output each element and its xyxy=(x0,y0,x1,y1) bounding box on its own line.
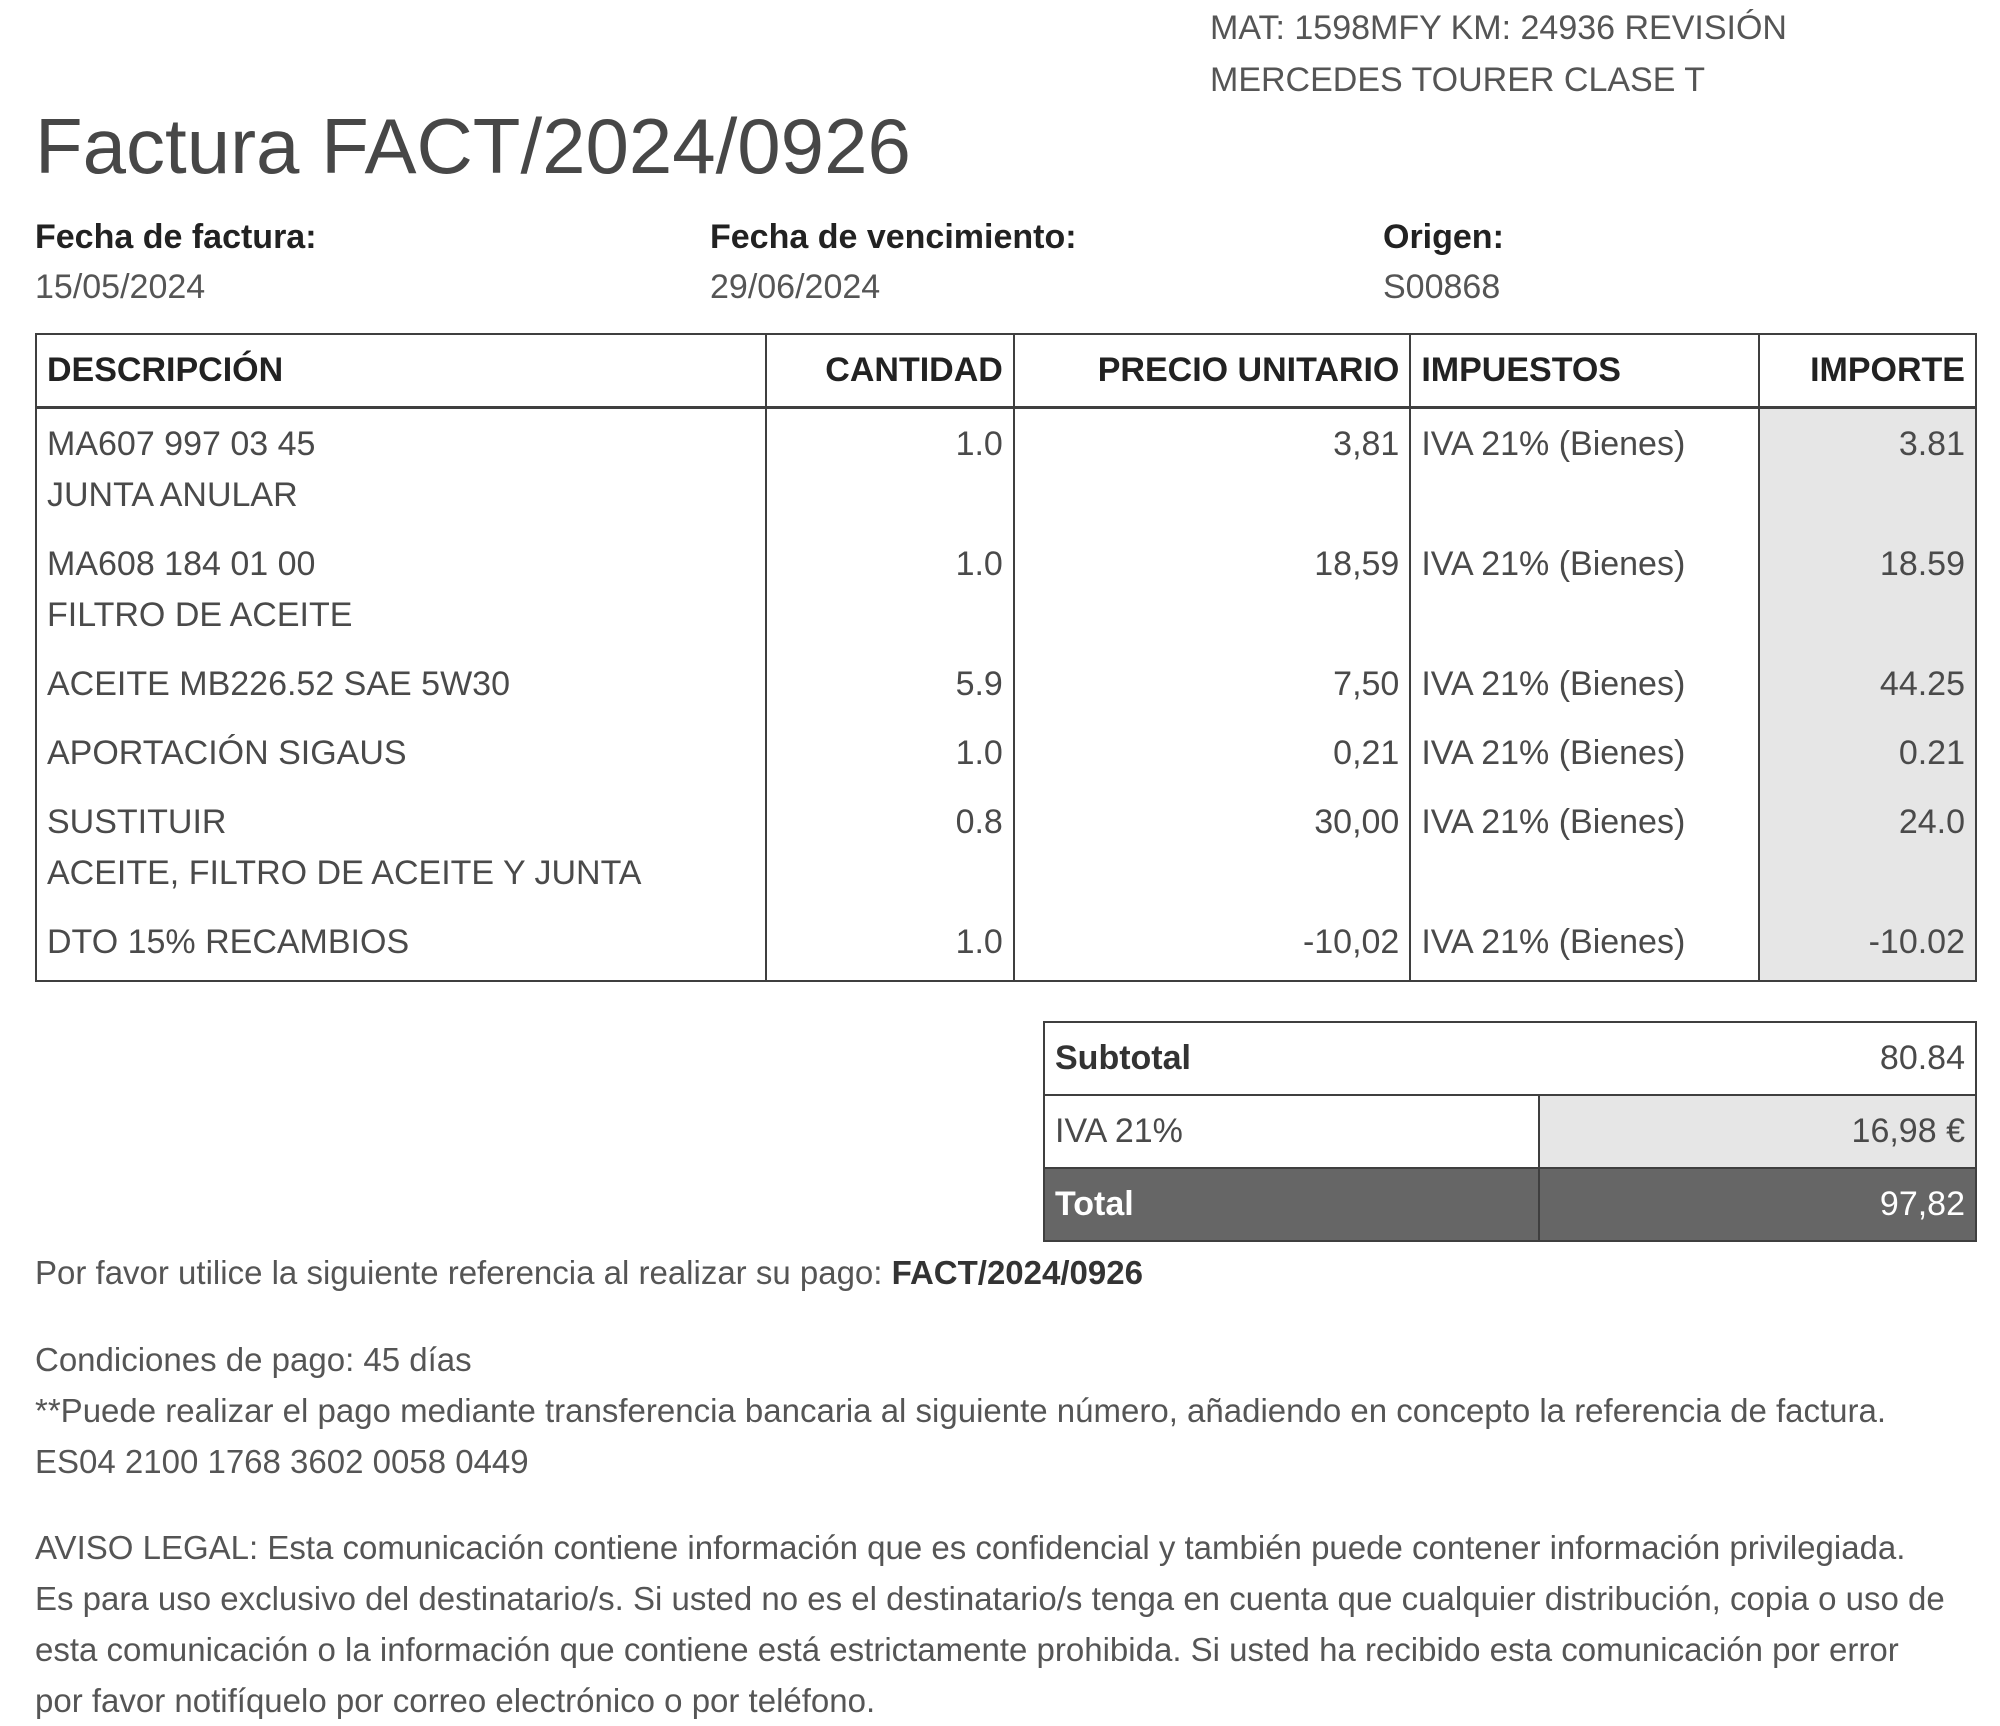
row-description-line-1: ACEITE MB226.52 SAE 5W30 xyxy=(47,665,510,703)
legal-line-2: Es para uso exclusivo del destinatario/s. Si usted no es el destinatario/s tenga en cuenta que cualquier distribución, copia o uso de xyxy=(35,1580,1945,1617)
total-row xyxy=(1044,1168,1976,1241)
header-description: DESCRIPCIÓN xyxy=(36,334,766,408)
payment-reference xyxy=(35,1247,1985,1298)
payment-reference-code: FACT/2024/0926 xyxy=(891,1254,1143,1291)
row-tax: IVA 21% (Bienes) xyxy=(1410,408,1759,522)
row-unit-price: -10,02 xyxy=(1014,899,1411,981)
header-amount: IMPORTE xyxy=(1759,334,1976,408)
due-date-label: Fecha de vencimiento: xyxy=(710,218,1077,256)
due-date-block xyxy=(710,212,1077,312)
row-quantity: 0.8 xyxy=(766,779,1014,899)
total-value: 97,82 xyxy=(1539,1168,1976,1241)
row-unit-price: 3,81 xyxy=(1014,408,1411,522)
totals-table xyxy=(1043,1021,1977,1242)
tax-value: 16,98 € xyxy=(1539,1095,1976,1168)
row-description xyxy=(36,899,766,981)
table-row xyxy=(36,779,1976,899)
row-unit-price: 0,21 xyxy=(1014,710,1411,779)
subtotal-row xyxy=(1044,1022,1976,1095)
legal-line-3: esta comunicación o la información que contiene está estrictamente prohibida. Si usted ha recibido esta comunicación por error xyxy=(35,1631,1899,1668)
payment-terms-block xyxy=(35,1334,1985,1487)
header-taxes: IMPUESTOS xyxy=(1410,334,1759,408)
row-tax: IVA 21% (Bienes) xyxy=(1410,641,1759,710)
transfer-note: **Puede realizar el pago mediante transferencia bancaria al siguiente número, añadiendo en concepto la referencia de factura. xyxy=(35,1392,1887,1429)
row-quantity: 5.9 xyxy=(766,641,1014,710)
subtotal-value: 80.84 xyxy=(1539,1022,1976,1095)
row-amount: 0.21 xyxy=(1759,710,1976,779)
row-unit-price: 18,59 xyxy=(1014,521,1411,641)
legal-line-4: por favor notifíquelo por correo electrónico o por teléfono. xyxy=(35,1682,876,1719)
row-unit-price: 30,00 xyxy=(1014,779,1411,899)
row-description-line-1: APORTACIÓN SIGAUS xyxy=(47,734,407,772)
table-row xyxy=(36,710,1976,779)
row-tax: IVA 21% (Bienes) xyxy=(1410,779,1759,899)
table-row xyxy=(36,899,1976,981)
row-description-line-1: SUSTITUIR xyxy=(47,803,227,841)
row-quantity: 1.0 xyxy=(766,899,1014,981)
iban: ES04 2100 1768 3602 0058 0449 xyxy=(35,1443,529,1480)
table-row xyxy=(36,641,1976,710)
tax-row xyxy=(1044,1095,1976,1168)
payment-reference-text: Por favor utilice la siguiente referencia al realizar su pago: xyxy=(35,1254,892,1291)
row-description-line-1: MA608 184 01 00 xyxy=(47,545,316,583)
payment-terms: Condiciones de pago: 45 días xyxy=(35,1341,472,1378)
row-amount: 18.59 xyxy=(1759,521,1976,641)
origin-block xyxy=(1383,212,1504,312)
row-quantity: 1.0 xyxy=(766,521,1014,641)
row-description xyxy=(36,641,766,710)
row-description-line-1: MA607 997 03 45 xyxy=(47,425,316,463)
row-description xyxy=(36,521,766,641)
invoice-date-value: 15/05/2024 xyxy=(35,268,206,306)
origin-label: Origen: xyxy=(1383,218,1504,256)
header-quantity: CANTIDAD xyxy=(766,334,1014,408)
header-unit-price: PRECIO UNITARIO xyxy=(1014,334,1411,408)
origin-value: S00868 xyxy=(1383,268,1501,306)
row-description xyxy=(36,779,766,899)
row-amount: -10.02 xyxy=(1759,899,1976,981)
row-unit-price: 7,50 xyxy=(1014,641,1411,710)
total-label: Total xyxy=(1044,1168,1539,1241)
row-tax: IVA 21% (Bienes) xyxy=(1410,710,1759,779)
row-description xyxy=(36,408,766,522)
subtotal-label: Subtotal xyxy=(1044,1022,1539,1095)
row-description-line-1: DTO 15% RECAMBIOS xyxy=(47,923,410,961)
row-tax: IVA 21% (Bienes) xyxy=(1410,899,1759,981)
vehicle-line-2: MERCEDES TOURER CLASE T xyxy=(1210,61,1706,99)
row-quantity: 1.0 xyxy=(766,710,1014,779)
invoice-date-label: Fecha de factura: xyxy=(35,218,317,256)
legal-line-1: AVISO LEGAL: Esta comunicación contiene información que es confidencial y también puede contener información privilegiada. xyxy=(35,1529,1906,1566)
row-quantity: 1.0 xyxy=(766,408,1014,522)
row-description-line-2: JUNTA ANULAR xyxy=(47,476,298,514)
vehicle-info xyxy=(1210,2,1787,106)
row-description-line-2: FILTRO DE ACEITE xyxy=(47,596,353,634)
row-amount: 44.25 xyxy=(1759,641,1976,710)
table-header-row xyxy=(36,334,1976,408)
table-row xyxy=(36,408,1976,522)
invoice-title: Factura FACT/2024/0926 xyxy=(35,102,911,190)
row-amount: 3.81 xyxy=(1759,408,1976,522)
row-description-line-2: ACEITE, FILTRO DE ACEITE Y JUNTA xyxy=(47,854,642,892)
legal-notice xyxy=(35,1522,1985,1726)
row-tax: IVA 21% (Bienes) xyxy=(1410,521,1759,641)
tax-label: IVA 21% xyxy=(1044,1095,1539,1168)
due-date-value: 29/06/2024 xyxy=(710,268,881,306)
table-row xyxy=(36,521,1976,641)
invoice-date-block xyxy=(35,212,317,312)
row-amount: 24.0 xyxy=(1759,779,1976,899)
invoice-lines-table xyxy=(35,333,1977,982)
row-description xyxy=(36,710,766,779)
vehicle-line-1: MAT: 1598MFY KM: 24936 REVISIÓN xyxy=(1210,9,1787,47)
